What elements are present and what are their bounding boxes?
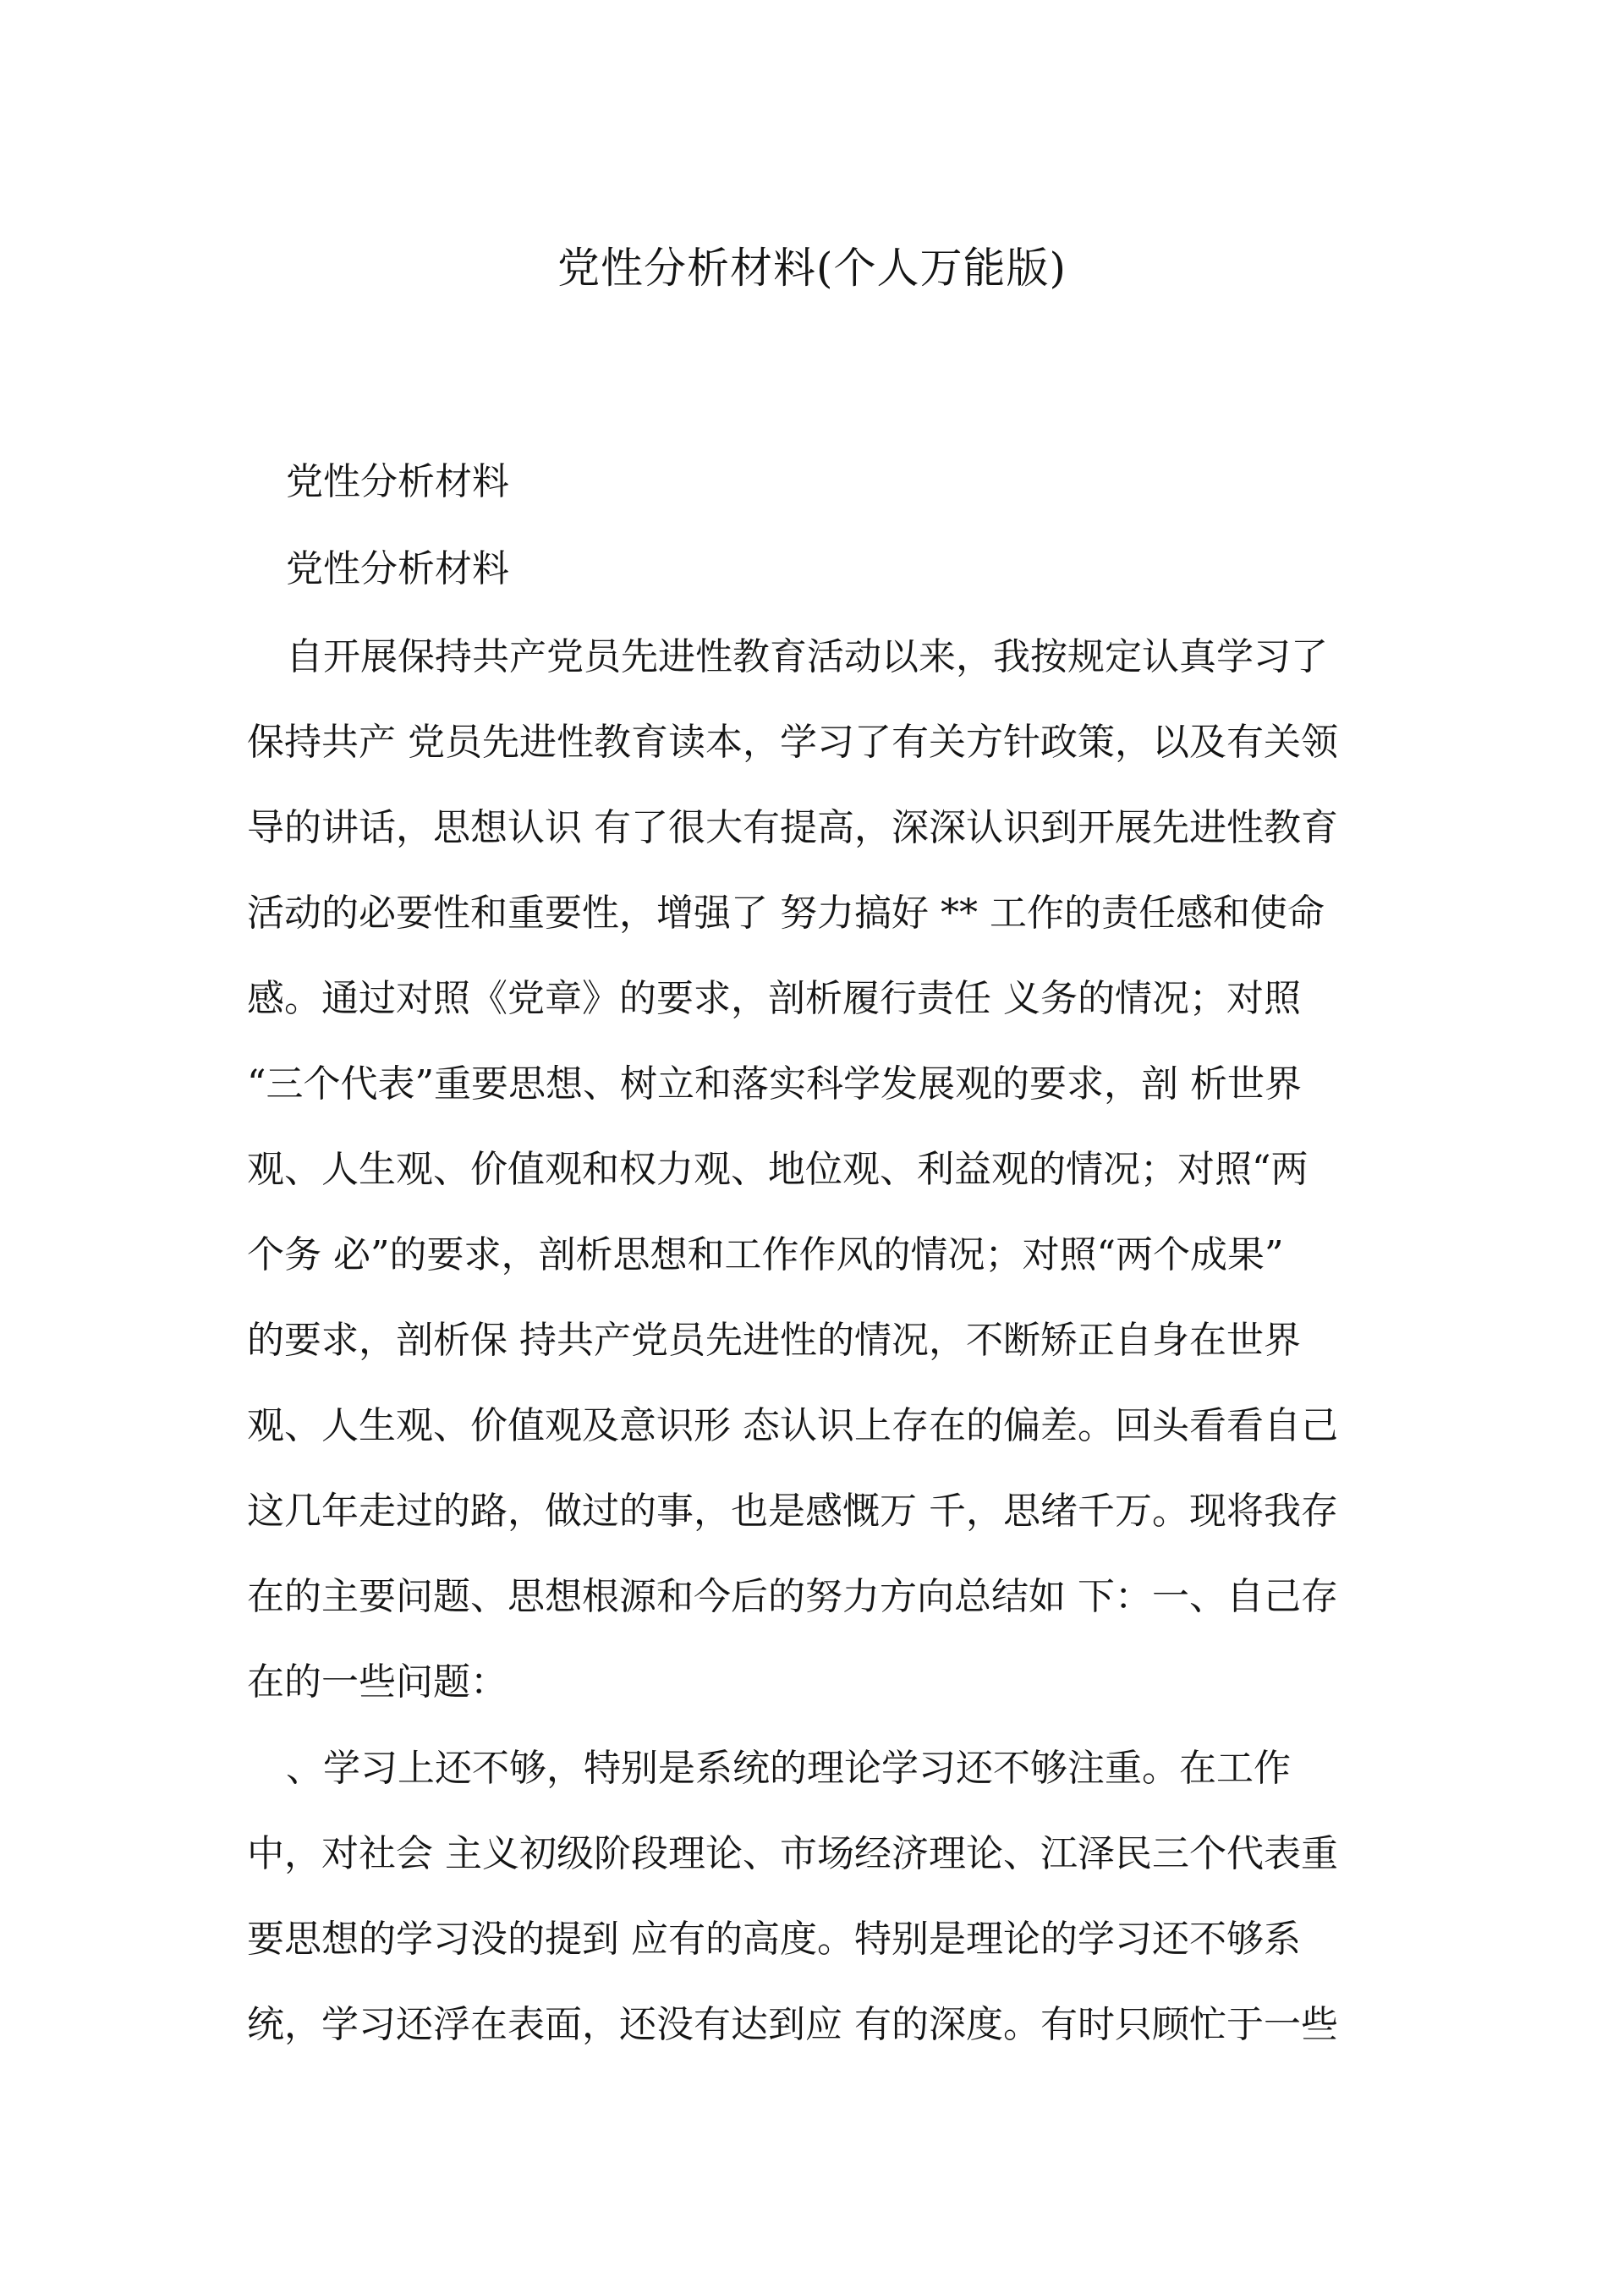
paragraph-line: 在的一些问题：	[247, 1660, 508, 1704]
paragraph-line: “三个代表”重要思想、树立和落实科学发展观的要求，剖 析世界	[247, 1062, 1302, 1106]
paragraph-line: 活动的必要性和重要性，增强了 努力搞好 ** 工作的责任感和使命	[247, 892, 1325, 935]
body-paragraph	[247, 1743, 1397, 2085]
paragraph-line: 感。通过对照《党章》的要求，剖析履行责任 义务的情况；对照	[247, 977, 1301, 1020]
paragraph-line: 个务 必”的要求，剖析思想和工作作风的情况；对照“两个成果”	[247, 1233, 1284, 1276]
paragraph-line: 中，对社会 主义初级阶段理论、市场经济理论、江泽民三个代表重	[247, 1832, 1338, 1875]
paragraph-line: 自开展保持共产党员先进性教育活动以来，我按规定认真学习了	[286, 635, 1328, 678]
section-heading: 党性分析材料	[286, 460, 509, 503]
document-title: 党性分析材料(个人万能版)	[557, 244, 1067, 293]
section-heading: 党性分析材料	[286, 547, 509, 590]
paragraph-line: 观、人生观、价值观和权力观、地位观、利益观的情况；对照“两	[247, 1148, 1309, 1191]
paragraph-line: 保持共产 党员先进性教育读本，学习了有关方针政策，以及有关领	[247, 721, 1338, 764]
paragraph-line: 、学习上还不够，特别是系统的理论学习还不够注重。在工作	[286, 1747, 1291, 1790]
paragraph-line: 在的主要问题、思想根源和今后的努力方向总结如 下：一、自己存	[247, 1575, 1338, 1618]
paragraph-line: 统，学习还浮在表面，还没有达到应 有的深度。有时只顾忙于一些	[247, 2003, 1338, 2046]
paragraph-line: 观、人生观、价值观及意识形 态认识上存在的偏差。回头看看自己	[247, 1404, 1338, 1447]
body-paragraph	[247, 632, 1397, 1742]
paragraph-line: 这几年走过的路，做过的事，也是感慨万 千，思绪千万。现将我存	[247, 1490, 1338, 1533]
paragraph-line: 导的讲话，思想认识 有了很大有提高，深深认识到开展先进性教育	[247, 806, 1338, 849]
paragraph-line: 的要求，剖析保 持共产党员先进性的情况，不断矫正自身在世界	[247, 1319, 1301, 1362]
paragraph-line: 要思想的学习没的提到 应有的高度。特别是理论的学习还不够系	[247, 1918, 1301, 1961]
